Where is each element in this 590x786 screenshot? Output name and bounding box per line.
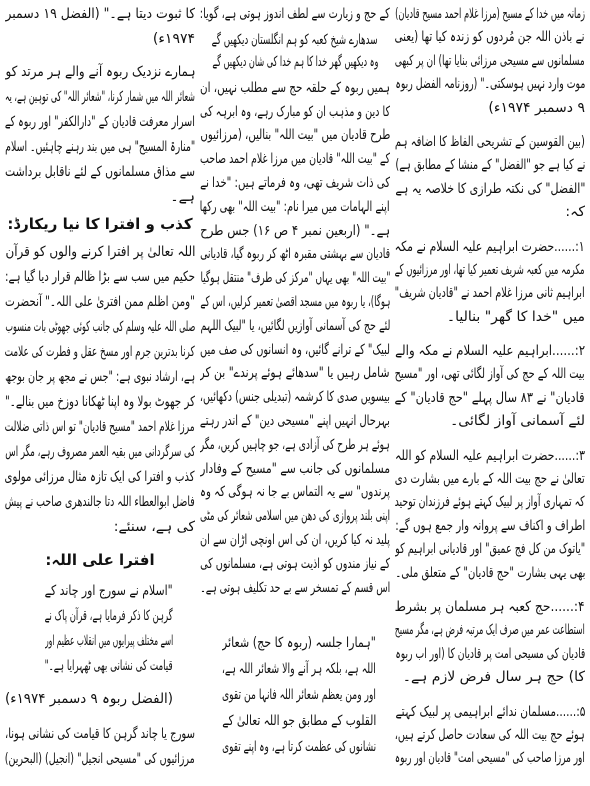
line-text: کی ہے، سنئے: xyxy=(113,519,195,535)
line-text: "ہمارا جلسہ (ربوہ کا حج) شعائر xyxy=(222,635,376,652)
text-line xyxy=(395,282,585,305)
line-text: اطراف و اکناف سے پروانہ وار جمع ہوں گے: xyxy=(395,517,585,534)
line-text: استطاعت عمر میں صرف ایک مرتبہ فرض ہے، مگر مسیح xyxy=(395,622,585,639)
line-text: کا) حج ہر سال فرض لازم ہے۔ xyxy=(402,669,585,686)
line-text: مکرمہ میں کعبہ شریف تعمیر کیا تھا، اور مرزائیوں کے xyxy=(395,261,585,278)
text-line xyxy=(200,196,390,220)
text-line xyxy=(5,2,195,27)
citation-block xyxy=(5,687,195,712)
para-block xyxy=(395,596,585,690)
text-line xyxy=(5,27,195,52)
line-text: ۵:......مسلمان ندائے ابراہیمی پر لبیک کہتے xyxy=(395,703,585,720)
line-text: اسرار معرفت قادیان کے "دارالکفر" اور ربوہ کے xyxy=(5,114,195,130)
text-line xyxy=(200,553,390,577)
para-block xyxy=(200,3,390,27)
text-line xyxy=(45,629,173,654)
quote-block xyxy=(5,579,195,679)
line-text: اپنے الہامات میں میرا نام: "بیت اللہ" بھی رکھا xyxy=(200,198,390,215)
text-line xyxy=(200,434,390,458)
text-line xyxy=(395,701,585,724)
line-text: ہوگا)، یا ربوہ میں مسجد اقصیٰ تعمیر کرلیں، اس کے xyxy=(200,293,390,310)
line-text: "بیت اللہ" بھی یہاں "مرکز کی طرف" منتقل ہوگیا xyxy=(200,270,390,287)
text-line xyxy=(200,339,390,363)
text-line xyxy=(5,365,195,390)
line-text: "ومن اظلم ممن افتریٰ علی اللہ۔" آنحضرت xyxy=(5,294,195,310)
line-text: بہرحال انہیں اپنے "مسیحی دین" کے اندر رہتے xyxy=(200,412,390,429)
text-line xyxy=(200,315,390,339)
line-text: اللہ تعالیٰ پر افترا کرنے والوں کو قرآن xyxy=(5,244,195,260)
line-text: نے کیا ہے جو "الفضل" کے منشا کے مطابق ہے) xyxy=(395,157,585,174)
line-text: زمانہ میں خدا کے مسیح (مرزا غلام احمد مسیح قادیان) xyxy=(395,6,585,22)
line-text: قادیان سے بہشتی مقبرہ اٹھ کر ربوہ گیا، قادیانی xyxy=(200,246,390,263)
text-line xyxy=(5,315,195,340)
line-text: فاضل ابوالعطاء اللہ دتا جالندھری صاحب نے پیش xyxy=(5,494,195,510)
text-line xyxy=(5,390,195,415)
text-line xyxy=(200,77,390,101)
line-text: مسلمانوں کی جانب سے "مسیح کے وفادار xyxy=(200,460,390,477)
line-text: ۴:......حج کعبہ ہر مسلمان پر بشرط xyxy=(395,598,585,615)
text-line xyxy=(5,515,195,540)
text-line xyxy=(395,562,585,585)
line-text: ۱۹۷۴ء) xyxy=(152,31,195,47)
text-line xyxy=(5,60,195,85)
line-text: کہ: xyxy=(565,204,585,221)
line-text: قیامت کی نشانی بھی ٹھہرایا ہے۔" xyxy=(45,658,173,674)
line-text: ۲:......ابراہیم علیہ السلام نے مکہ والے xyxy=(395,343,585,360)
text-line xyxy=(395,410,585,433)
para-block xyxy=(5,60,195,210)
line-text: (بین القوسین کے تشریحی الفاظ کا اضافہ ہم xyxy=(395,133,585,150)
line-text: اپنی بلند پروازی کی دھن میں اسلامی شعائر کی مٹی xyxy=(200,508,390,525)
line-text: افترا علی اللہ: xyxy=(45,551,155,569)
text-line xyxy=(222,708,376,734)
text-line xyxy=(222,682,376,708)
line-text: اور ومن یعظم شعائر اللہ فانہا من تقوی xyxy=(222,687,376,704)
line-text: بھی یہی بشارت "حج قادیان" کے متعلق ملی۔ xyxy=(395,564,585,581)
line-text: کے "بیت اللہ" قادیان میں مرزا غلام احمد صاحب xyxy=(200,151,390,168)
text-line xyxy=(212,29,378,51)
text-line xyxy=(200,529,390,553)
line-text: وہ دیکھیں گھر خدا کا ہم خدا کی شان دیکھیں گے xyxy=(212,53,378,70)
para-block xyxy=(200,77,390,601)
section-heading xyxy=(5,548,195,573)
line-text: مرزائیوں کی "مسیحی انجیل" (انجیل) (البحرین) xyxy=(5,751,195,767)
quote-block xyxy=(200,630,390,760)
para-block xyxy=(5,2,195,52)
para-block xyxy=(395,236,585,330)
line-text: ہے۔ xyxy=(170,189,195,205)
text-line xyxy=(200,172,390,196)
line-text: "یاتوک من کل فج عمیق" اور قادیانی ابراہیم کو xyxy=(395,541,585,558)
text-line xyxy=(395,131,585,154)
line-text: کے حج و زیارت سے لطف اندوز ہوتی ہے، گویا: xyxy=(200,6,390,22)
text-line xyxy=(200,243,390,267)
text-line xyxy=(222,630,376,656)
line-text: لئے حج کی آسمانی آوازیں لگائیں، یا "لبیک اللہم xyxy=(200,317,390,334)
text-line xyxy=(5,722,195,747)
line-text: کہ تمہاری آواز پر لبیک کہتے ہوئے فرزندان توحید xyxy=(395,494,585,511)
text-line xyxy=(45,654,173,679)
text-line xyxy=(5,110,195,135)
line-text: کرنا بدترین جرم اور مسخ عقل و فطرت کی علامت xyxy=(5,344,195,360)
line-text: ہوئے ہر طرح کی آزادی ہے، جو چاہیں کریں، مگر xyxy=(200,436,390,453)
line-text: بیسویں صدی کا کرشمہ (تبدیلی جنس) دکھائیں، xyxy=(200,389,390,406)
line-text: طرح قادیان میں "بیت اللہ" بنالیں، (مرزائیوں xyxy=(200,127,390,144)
para-block xyxy=(5,722,195,772)
text-line xyxy=(395,491,585,514)
text-line xyxy=(395,596,585,619)
text-line xyxy=(5,135,195,160)
text-line xyxy=(5,465,195,490)
line-text: گرہن کا ذکر فرمایا ہے، قرآن پاک نے xyxy=(45,608,173,624)
text-line xyxy=(395,387,585,410)
line-text: موت وارد نہیں ہوسکتی۔" (روزنامہ الفضل ربوہ xyxy=(395,76,585,93)
text-line xyxy=(395,3,585,26)
text-line xyxy=(200,410,390,434)
text-line xyxy=(395,666,585,689)
line-text: میں "خدا کا گھر" بنالیا۔ xyxy=(446,308,585,325)
verse-block xyxy=(200,29,390,73)
line-text: اور مرزا صاحب کی "مسیحی امت" قادیان اور ربوہ xyxy=(395,750,585,767)
text-line xyxy=(395,340,585,363)
section-heading xyxy=(5,212,195,237)
text-line xyxy=(200,101,390,125)
line-text: ۱:......حضرت ابراہیم علیہ السلام نے مکہ xyxy=(395,238,585,255)
line-text: پرندوں" سے یہ التماس بے جا نہ ہوگی کہ وہ xyxy=(200,484,390,501)
line-text: "منارۃ المسیح" ہی میں بند رہنے چاہئیں۔ اسلام xyxy=(5,139,195,155)
text-line xyxy=(222,734,376,760)
text-line xyxy=(395,515,585,538)
text-line xyxy=(200,481,390,505)
text-line xyxy=(395,50,585,73)
line-text: بیت اللہ کے حج کی آواز لگائی تھی، اور "مسیح xyxy=(395,366,585,383)
line-text: نے باذن اللہ جن مُردوں کو زندہ کیا تھا (یعنی xyxy=(395,29,585,46)
line-text: قادیان کی مسیحی امت پر قادیان کا (اور اب ربوہ xyxy=(395,645,585,662)
text-line xyxy=(200,267,390,291)
line-text: "الفضل" کی نکتہ طرازی کا خلاصہ یہ ہے xyxy=(395,180,585,197)
text-line xyxy=(5,240,195,265)
line-text: (الفضل ربوہ ۹ دسمبر ۱۹۷۴ء) xyxy=(5,691,173,707)
para-block xyxy=(5,240,195,540)
text-line xyxy=(395,97,585,120)
line-text: ابراہیم ثانی مرزا غلام احمد نے "قادیان شریف" xyxy=(395,285,585,302)
text-line xyxy=(212,51,378,73)
text-line xyxy=(395,468,585,491)
text-line xyxy=(395,619,585,642)
line-text: اس قسم کے تمسخر سے بے حد تکلیف ہوتی ہے۔ xyxy=(200,579,390,596)
line-text: شامل رہیں یا "سدھائے ہوئے پرندے" بن کر xyxy=(200,365,390,382)
column-left xyxy=(5,0,195,772)
line-text: مسلمانوں سے مسیحی مرزائی بنایا تھا) ان پر کبھی xyxy=(395,52,585,69)
line-text: کر جھوٹ بولا وہ اپنا ٹھکانا دوزخ میں بنالے۔" xyxy=(5,394,195,410)
line-text: اسے مختلف پیرایوں میں انقلاب عظیم اور xyxy=(45,633,173,649)
line-text: ۳:......حضرت ابراہیم علیہ السلام کو اللہ xyxy=(395,447,585,464)
text-line xyxy=(5,85,195,110)
text-line xyxy=(5,490,195,515)
para-block xyxy=(395,178,585,225)
line-text: لئے آسمانی آواز لگائی۔ xyxy=(450,413,585,430)
text-line xyxy=(395,201,585,224)
line-text: سورج یا چاند گرہن کا قیامت کی نشانی ہونا، xyxy=(5,726,195,742)
text-line xyxy=(200,458,390,482)
text-line xyxy=(5,290,195,315)
text-line xyxy=(200,577,390,601)
line-text: "اسلام نے سورج اور چاند کے xyxy=(45,583,173,599)
text-line xyxy=(200,362,390,386)
text-line xyxy=(395,445,585,468)
text-line xyxy=(5,265,195,290)
line-text: کی ذات شریف تھی، وہ فرماتے ہیں: "خدا نے xyxy=(200,174,390,191)
line-text: کا ثبوت دیتا ہے۔" (الفضل ۱۹ دسمبر xyxy=(5,6,195,22)
text-line xyxy=(395,724,585,747)
line-text: ہمیں ربوہ کے حلقہ حج سے مطلب نہیں، ان xyxy=(200,79,390,96)
text-line xyxy=(200,148,390,172)
text-line xyxy=(395,178,585,201)
text-line xyxy=(5,440,195,465)
text-line xyxy=(5,415,195,440)
heading-block xyxy=(5,212,195,237)
line-text: شعائر اللہ میں شمار کرنا، "شعائر اللہ" کی توہین ہے، یہ xyxy=(5,89,195,105)
text-line xyxy=(200,124,390,148)
text-line xyxy=(200,291,390,315)
line-text: حکیم میں سب سے بڑا ظالم قرار دیا گیا ہے: xyxy=(5,269,195,285)
line-text: کذب و افترا کی ایک تازہ مثال مرزائی مولوی xyxy=(5,469,195,485)
line-text: القلوب کے مطابق جو اللہ تعالیٰ کے xyxy=(222,713,376,730)
line-text: کی سرگردانی میں بقیہ العمر مصروف رہے، مگر اس xyxy=(5,444,195,460)
line-text: پلید نہ کیا کریں، ان کی اس اونچی اڑان سے ان xyxy=(200,531,390,548)
line-text: کذب و افترا کا نیا ریکارڈ: xyxy=(7,215,193,233)
text-line xyxy=(395,26,585,49)
text-line xyxy=(200,220,390,244)
line-text: ۹ دسمبر ۱۹۷۴ء) xyxy=(488,99,585,116)
line-text: سدھارے شیخ کعبہ کو ہم انگلستان دیکھیں گے xyxy=(212,31,378,48)
line-text: ہے۔" (اربعین نمبر ۴ ص ۱۶) جس طرح xyxy=(200,222,390,239)
text-line xyxy=(5,747,195,772)
text-line xyxy=(395,236,585,259)
line-text: سے مذاق مسلمانوں کے لئے ناقابل برداشت xyxy=(5,164,195,180)
text-line xyxy=(222,656,376,682)
line-text: نشانوں کی عظمت کرتا ہے، وہ اپنے تقوی xyxy=(222,739,376,756)
text-line xyxy=(5,185,195,210)
text-line xyxy=(45,604,173,629)
line-text: ہمارے نزدیک ربوہ آنے والے ہر مرتد کو xyxy=(5,64,195,80)
text-line xyxy=(395,154,585,177)
text-line xyxy=(45,579,173,604)
line-text: لبیک" کے ترانے گائیں، وہ انسانوں کی صف میں xyxy=(200,341,390,358)
para-block xyxy=(395,445,585,585)
line-text: کا دین و مذہب ان کو مبارک رہے، وہ ابرہہ کی xyxy=(200,103,390,120)
para-block xyxy=(395,340,585,434)
text-line xyxy=(5,340,195,365)
line-text: اللہ ہے، بلکہ ہر آنے والا شعائر اللہ ہے، xyxy=(222,661,376,678)
para-block xyxy=(395,131,585,178)
text-line xyxy=(5,160,195,185)
line-text: ہے، ارشاد نبوی ہے: "جس نے مجھ پر جان بوجھ xyxy=(5,369,195,385)
text-line xyxy=(395,363,585,386)
heading-block xyxy=(5,548,195,573)
text-line xyxy=(395,73,585,96)
text-line xyxy=(395,643,585,666)
text-line xyxy=(5,687,173,712)
text-line xyxy=(395,538,585,561)
para-block xyxy=(395,701,585,771)
text-line xyxy=(200,505,390,529)
text-line xyxy=(200,3,390,27)
text-line xyxy=(395,259,585,282)
text-line xyxy=(395,747,585,770)
text-line xyxy=(395,306,585,329)
text-line xyxy=(200,386,390,410)
line-text: مرزا غلام احمد "مسیح قادیان" تو اس ذاتی ضلالت xyxy=(5,419,195,435)
line-text: صلی اللہ علیہ وسلم کی جانب کوئی جھوٹی بات منسوب xyxy=(5,319,195,335)
line-text: ہوئے حج بیت اللہ کی سعادت حاصل کرتے ہیں، xyxy=(395,726,585,743)
para-block xyxy=(395,3,585,120)
column-right xyxy=(395,0,585,771)
column-middle xyxy=(200,0,390,760)
line-text: قادیان" نے ۸۳ سال پہلے "حج قادیان" کے xyxy=(395,389,585,406)
line-text: کے نیاز مندوں کو اذیت ہوتی ہے، مسلمانوں کی xyxy=(200,555,390,572)
line-text: تعالیٰ نے حج بیت اللہ کے بارے میں بشارت دی xyxy=(395,471,585,488)
